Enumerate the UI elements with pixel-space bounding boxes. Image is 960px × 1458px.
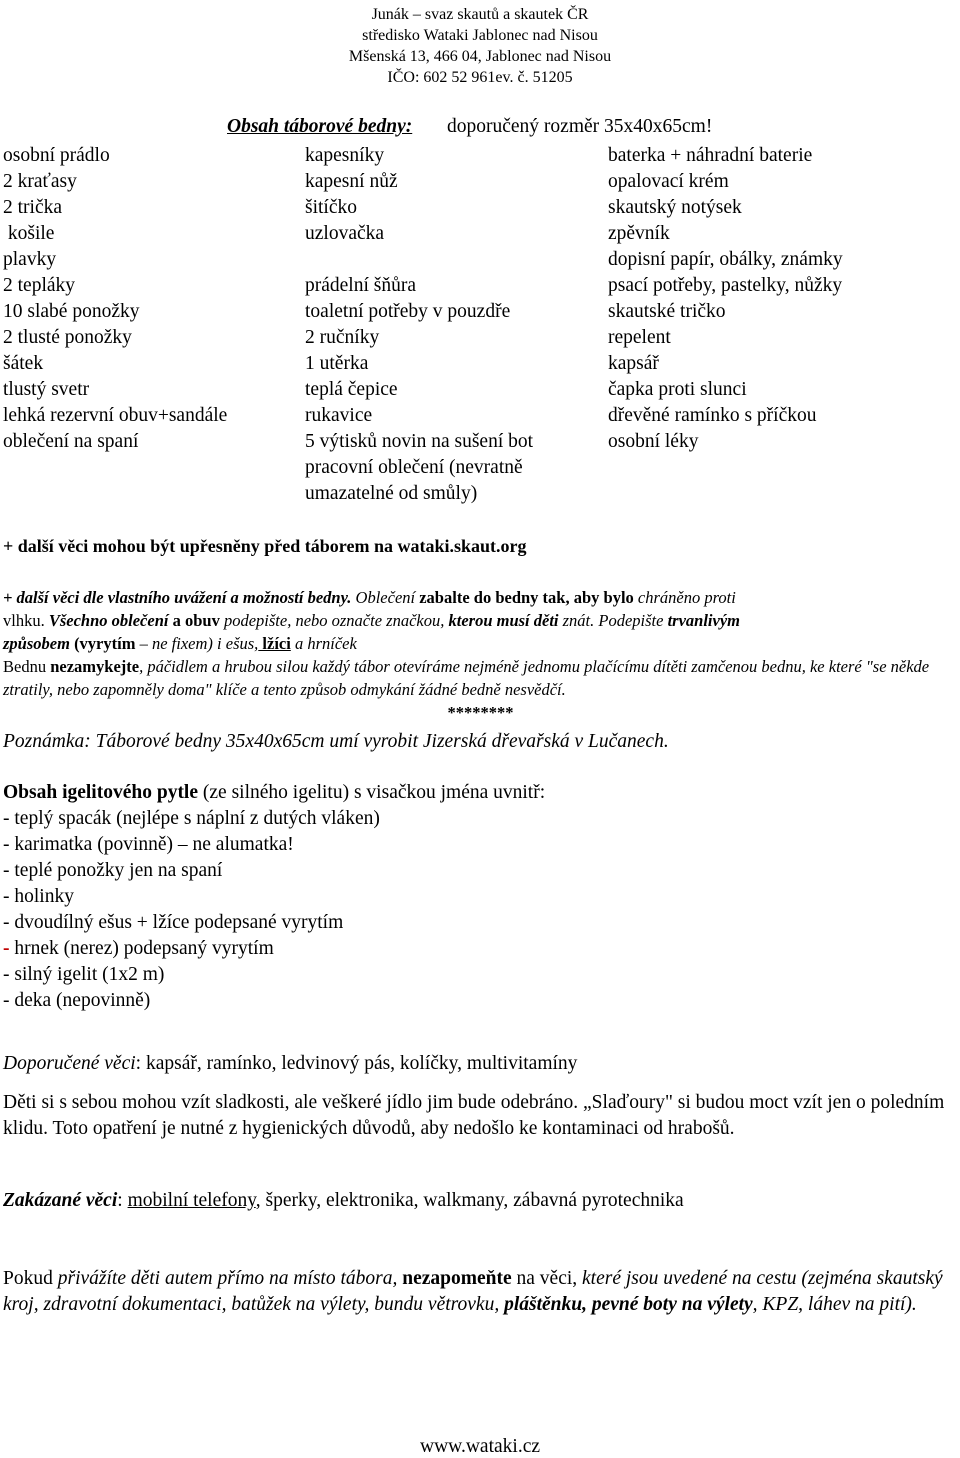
bag-title: Obsah igelitového pytle [3, 782, 199, 803]
recommended-label: Doporučené věci [3, 1053, 136, 1074]
list-item: opalovací krém [608, 171, 729, 192]
list-item: dopisní papír, obálky, známky [608, 249, 843, 270]
arrival-text: které jsou uvedené na cestu (zejména skautský kroj, zdravotní dokumentaci, batůžek na výlety, bundu větrovku, [3, 1268, 943, 1315]
notes-text: i ešus, [212, 634, 259, 653]
footer-website: www.wataki.cz [419, 1436, 541, 1457]
notes-text: vlhku. [3, 611, 45, 630]
list-item: - holinky [3, 886, 74, 907]
notes-text: znát. [558, 611, 595, 630]
center-name: středisko Wataki Jablonec nad Nisou [362, 27, 598, 44]
box-recommended-size: doporučený rozměr 35x40x65cm! [447, 116, 713, 137]
arrival-text: přivážíte děti autem přímo na místo tábora, [57, 1268, 398, 1289]
list-item: šitíčko [305, 197, 357, 218]
notes-line-3 [3, 632, 958, 655]
forbidden-rest: , šperky, elektronika, walkmany, zábavná pyrotechnika [255, 1190, 684, 1211]
list-item: - silný igelit (1x2 m) [3, 964, 165, 985]
notes-text: chráněno proti [633, 588, 736, 607]
notes-text: lžíci [258, 634, 291, 653]
list-item: psací potřeby, pastelky, nůžky [608, 275, 843, 296]
notes-line-2 [3, 609, 958, 632]
arrival-text: Pokud [3, 1268, 58, 1289]
list-item: pracovní oblečení (nevratně [305, 457, 523, 478]
dash-accent: - [3, 938, 10, 959]
notes-text: podepište, nebo označte značkou, [219, 611, 445, 630]
ico: IČO: 602 52 961ev. č. 51205 [387, 69, 573, 86]
forbidden-colon: : [117, 1190, 128, 1211]
list-item: kapesní nůž [305, 171, 398, 192]
list-item: - teplý spacák (nejlépe s náplní z dutých vláken) [3, 808, 380, 829]
notes-text: , páčidlem a hrubou silou každý tábor otevíráme nejméně jednomu plačícímu dítěti zamčenou bednu, ke které "se někde ztratily, nebo zapomněly doma" klíče a tento způsob odmykání žádné bedně nesvědčí. [3, 657, 930, 699]
notes-text: trvanlivým [663, 611, 740, 630]
notes-text: kterou musí děti [444, 611, 559, 630]
list-item: - teplé ponožky jen na spaní [3, 860, 223, 881]
more-info-note: + další věci mohou být upřesněny před táborem na wataki.skaut.org [3, 536, 527, 556]
list-item: - deka (nepovinně) [3, 990, 151, 1011]
box-title: Obsah táborové bedny: [227, 116, 413, 137]
list-item-empty [305, 247, 533, 273]
list-item: 1 utěrka [305, 353, 369, 374]
arrival-text: nezapomeňte [397, 1268, 512, 1289]
arrival-text: pláštěnku, pevné boty na výlety [499, 1294, 753, 1315]
notes-text: + další věci dle vlastního uvážení a možností bedny. [3, 588, 352, 607]
arrival-note [3, 1266, 960, 1318]
list-item: zpěvník [608, 223, 670, 244]
notes-text: a obuv [168, 611, 220, 630]
notes-text: způsobem [3, 634, 70, 653]
list-item: toaletní potřeby v pouzdře [305, 301, 511, 322]
notes-text: Podepište [594, 611, 664, 630]
list-item: čapka proti slunci [608, 379, 747, 400]
notes-line-4 [3, 655, 958, 701]
sweets-note: Děti si s sebou mohou vzít sladkosti, ale veškeré jídlo jim bude odebráno. „Slaďoury" si budou moct vzít jen o poledním klidu. Toto opatření je nutné z hygienických důvodů, aby nedošlo ke kontaminaci od hrabošů. [3, 1092, 945, 1139]
notes-text: – ne fixem) [135, 634, 213, 653]
box-list-column-3 [608, 143, 843, 455]
list-item: 2 tepláky [3, 275, 76, 296]
list-item: baterka + náhradní baterie [608, 145, 813, 166]
notes-text: Bednu [3, 657, 47, 676]
list-item: - dvoudílný ešus + lžíce podepsané vyrytím [3, 912, 344, 933]
recommended-items [3, 1053, 577, 1075]
list-item: 2 tlusté ponožky [3, 327, 132, 348]
list-item: šátek [3, 353, 44, 374]
list-item: košile [3, 223, 55, 244]
list-item: prádelní šňůra [305, 275, 417, 296]
list-item: teplá čepice [305, 379, 398, 400]
list-item: osobní prádlo [3, 145, 110, 166]
list-item: kapsář [608, 353, 659, 374]
list-item: 2 kraťasy [3, 171, 77, 192]
bag-title-rest: (ze silného igelitu) s visačkou jména uvnitř: [198, 782, 546, 803]
bag-contents [3, 780, 545, 1014]
list-item: 10 slabé ponožky [3, 301, 140, 322]
notes-text: Oblečení [351, 588, 416, 607]
notes-text: a hrníček [290, 634, 357, 653]
list-item: rukavice [305, 405, 373, 426]
forbidden-label: Zakázané věci [3, 1190, 118, 1211]
list-item: lehká rezervní obuv+sandále [3, 405, 228, 426]
list-item: 2 trička [3, 197, 63, 218]
list-item: 5 výtisků novin na sušení bot [305, 431, 534, 452]
org-name: Junák – svaz skautů a skautek ČR [371, 6, 589, 23]
list-item: 2 ručníky [305, 327, 380, 348]
notes-text: nezamykejte [46, 657, 140, 676]
address: Mšenská 13, 466 04, Jablonec nad Nisou [348, 48, 612, 65]
notes-text: (vyrytím [69, 634, 136, 653]
list-item: plavky [3, 249, 57, 270]
list-item: osobní léky [608, 431, 699, 452]
list-item: umazatelné od smůly) [305, 483, 478, 504]
notes-line-1 [3, 586, 958, 609]
list-item: repelent [608, 327, 671, 348]
list-item: - karimatka (povinně) – ne alumatka! [3, 834, 294, 855]
arrival-text: , KPZ, láhev na pití). [752, 1294, 917, 1315]
forbidden-items [3, 1190, 684, 1212]
list-item: tlustý svetr [3, 379, 90, 400]
notes-text: Všechno oblečení [44, 611, 169, 630]
list-item: oblečení na spaní [3, 431, 139, 452]
list-item: uzlovačka [305, 223, 385, 244]
box-maker-note: Poznámka: Táborové bedny 35x40x65cm umí vyrobit Jizerská dřevařská v Lučanech. [3, 731, 669, 752]
bag-title-row [3, 780, 545, 806]
list-item: dřevěné ramínko s příčkou [608, 405, 817, 426]
box-list-column-2 [305, 143, 533, 507]
org-header [0, 4, 960, 88]
box-list-column-1 [3, 143, 227, 455]
list-item: skautský notýsek [608, 197, 742, 218]
list-item-hrnek: - hrnek (nerez) podepsaný vyrytím [3, 938, 274, 959]
recommended-text: : kapsář, ramínko, ledvinový pás, kolíčky, multivitamíny [135, 1053, 578, 1074]
packing-notes [3, 586, 958, 724]
list-item: skautské tričko [608, 301, 726, 322]
arrival-text: na věci, [511, 1268, 578, 1289]
notes-text: zabalte do bedny tak, aby bylo [415, 588, 634, 607]
list-item: kapesníky [305, 145, 385, 166]
forbidden-phones: mobilní telefony [127, 1190, 256, 1211]
separator-stars: ******** [447, 703, 514, 722]
